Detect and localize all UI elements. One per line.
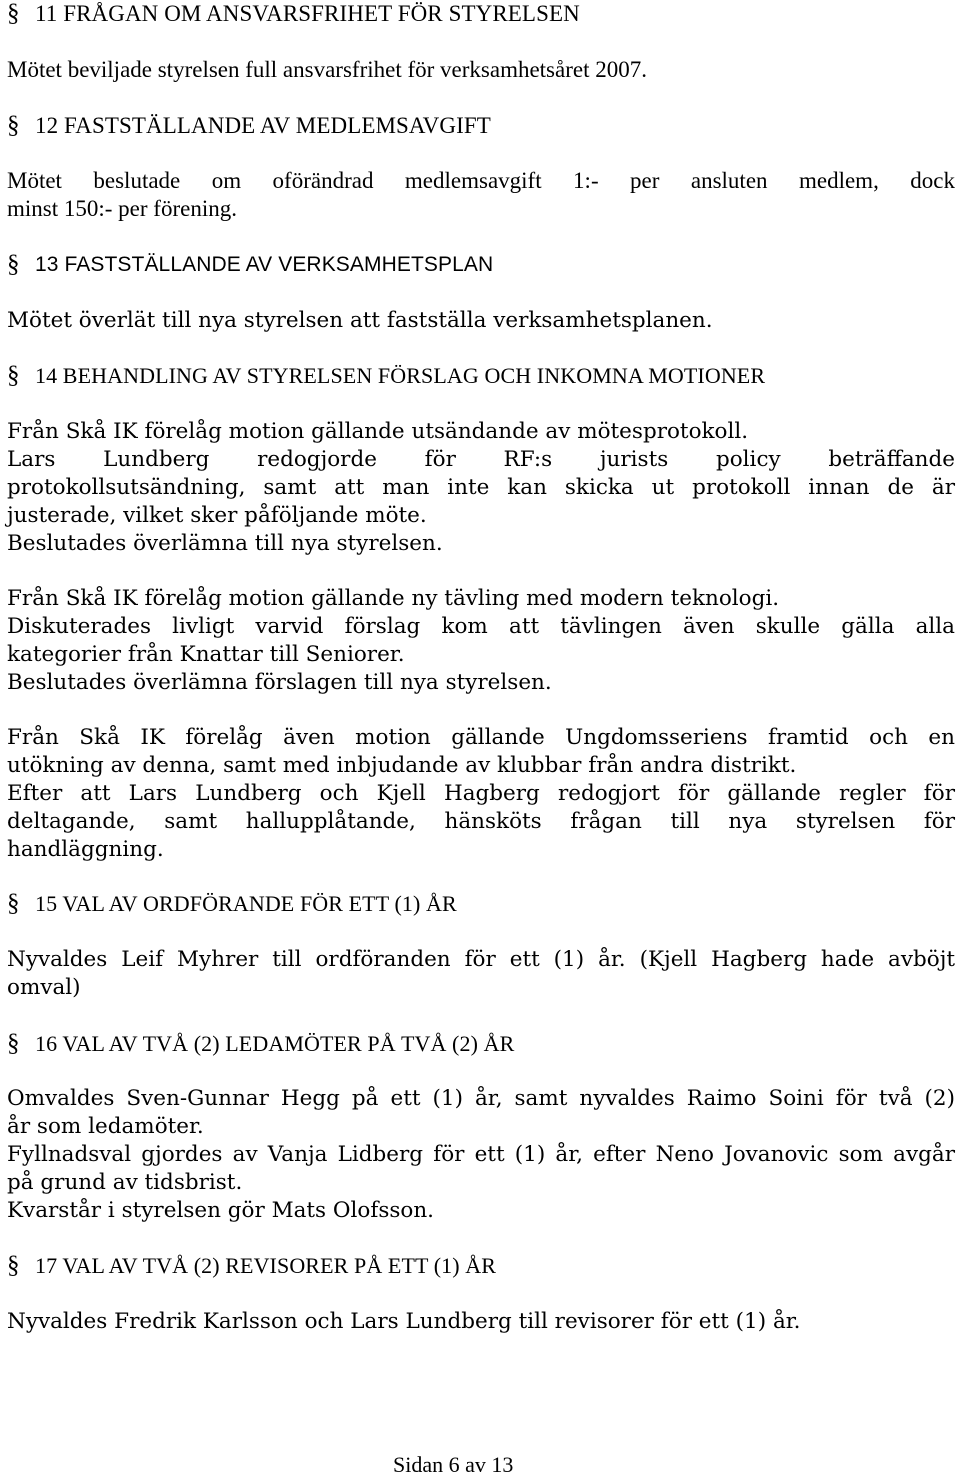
section-text: Lars Lundberg redogjorde för RF:s jurists policy beträffande	[7, 447, 955, 472]
section-symbol-icon: §	[7, 1030, 20, 1057]
section-text: justerade, vilket sker påföljande möte.	[7, 503, 427, 528]
section-text: Beslutades överlämna förslagen till nya styrelsen.	[7, 670, 552, 695]
section-text: Kvarstår i styrelsen gör Mats Olofsson.	[7, 1198, 435, 1223]
section-symbol-icon: §	[7, 362, 20, 389]
section-text: Beslutades överlämna till nya styrelsen.	[7, 531, 443, 556]
section-text: Från Skå IK förelåg motion gällande ny tävling med modern teknologi.	[7, 586, 780, 611]
section-text: Från Skå IK förelåg även motion gällande Ungdomsseriens framtid och en	[7, 725, 955, 750]
section-text: protokollsutsändning, samt att man inte kan skicka ut protokoll innan de är	[7, 475, 955, 500]
section-heading: 11 FRÅGAN OM ANSVARSFRIHET FÖR STYRELSEN	[35, 1, 580, 26]
page-number-footer: Sidan 6 av 13	[393, 1452, 514, 1477]
section-text: handläggning.	[7, 837, 164, 862]
section-heading: 15 VAL AV ORDFÖRANDE FÖR ETT (1) ÅR	[35, 891, 457, 916]
section-text: Mötet beslutade om oförändrad medlemsavgift 1:- per ansluten medlem, dock	[7, 168, 955, 193]
section-symbol-icon: §	[7, 1252, 20, 1279]
document-page	[7, 0, 955, 1476]
section-text: Omvaldes Sven-Gunnar Hegg på ett (1) år, samt nyvaldes Raimo Soini för två (2)	[7, 1086, 955, 1111]
section-text: Efter att Lars Lundberg och Kjell Hagberg redogjort för gällande regler för	[7, 781, 955, 806]
section-text: Från Skå IK förelåg motion gällande utsändande av mötesprotokoll.	[7, 419, 749, 444]
section-text: Nyvaldes Leif Myhrer till ordföranden för ett (1) år. (Kjell Hagberg hade avböjt	[7, 947, 955, 972]
section-text: Mötet överlät till nya styrelsen att fastställa verksamhetsplanen.	[7, 308, 713, 333]
section-text: kategorier från Knattar till Seniorer.	[7, 642, 405, 667]
section-text: år som ledamöter.	[7, 1114, 204, 1139]
section-text: omval)	[7, 975, 81, 1000]
section-text: minst 150:- per förening.	[7, 196, 237, 221]
section-text: Fyllnadsval gjordes av Vanja Lidberg för ett (1) år, efter Neno Jovanovic som avgår	[7, 1142, 955, 1167]
section-text: Mötet beviljade styrelsen full ansvarsfrihet för verksamhetsåret 2007.	[7, 57, 647, 82]
section-heading: 12 FASTSTÄLLANDE AV MEDLEMSAVGIFT	[35, 113, 491, 138]
section-text: utökning av denna, samt med inbjudande av klubbar från andra distrikt.	[7, 753, 797, 778]
section-heading: 13 FASTSTÄLLANDE AV VERKSAMHETSPLAN	[35, 253, 494, 276]
section-heading: 14 BEHANDLING AV STYRELSEN FÖRSLAG OCH INKOMNA MOTIONER	[35, 363, 766, 388]
section-text: Nyvaldes Fredrik Karlsson och Lars Lundberg till revisorer för ett (1) år.	[7, 1309, 801, 1334]
section-text: Diskuterades livligt varvid förslag kom att tävlingen även skulle gälla alla	[7, 614, 955, 639]
section-heading: 16 VAL AV TVÅ (2) LEDAMÖTER PÅ TVÅ (2) ÅR	[35, 1031, 515, 1056]
section-symbol-icon: §	[7, 251, 20, 278]
section-symbol-icon: §	[7, 112, 20, 139]
section-text: deltagande, samt hallupplåtande, hänsköts frågan till nya styrelsen för	[7, 809, 955, 834]
section-symbol-icon: §	[7, 0, 20, 27]
section-heading: 17 VAL AV TVÅ (2) REVISORER PÅ ETT (1) ÅR	[35, 1253, 497, 1278]
section-text: på grund av tidsbrist.	[7, 1170, 243, 1195]
section-symbol-icon: §	[7, 890, 20, 917]
